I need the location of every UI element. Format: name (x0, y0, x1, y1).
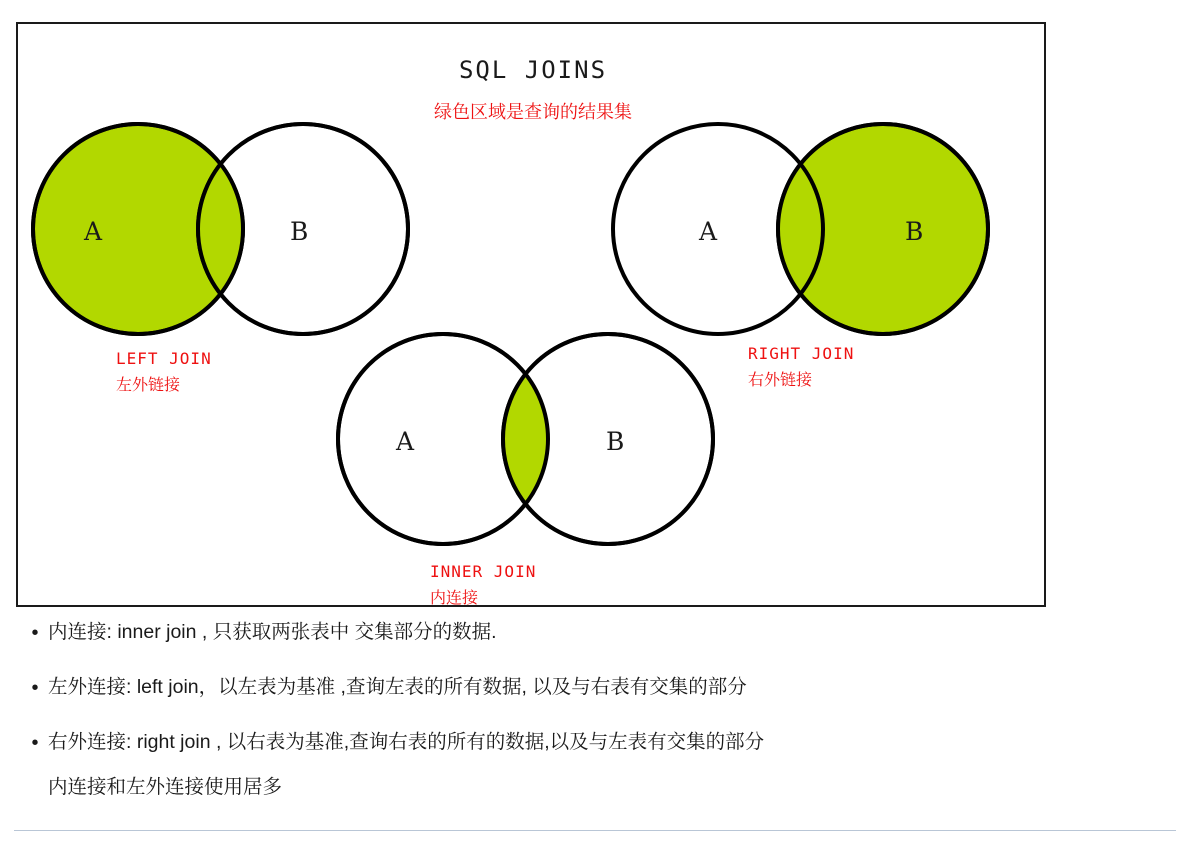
svg-text:A: A (699, 217, 718, 246)
svg-text:A: A (84, 217, 103, 246)
venn-left-join (33, 124, 408, 334)
bullet-icon: • (31, 677, 39, 699)
svg-text:B: B (290, 217, 309, 246)
bullet-icon: • (31, 622, 39, 644)
caption-inner-join-en: INNER JOIN (430, 562, 537, 581)
caption-left-join-cn: 左外链接 (116, 377, 181, 394)
footer-divider (14, 830, 1176, 831)
caption-right-join (748, 344, 854, 390)
list-item (22, 673, 1162, 702)
venn-inner-join (338, 334, 713, 544)
caption-right-join-cn: 右外链接 (748, 372, 813, 389)
note-trailing-line: 内连接和左外连接使用居多 (48, 776, 283, 798)
caption-inner-join-cn: 内连接 (430, 590, 479, 607)
caption-left-join-en: LEFT JOIN (116, 349, 212, 368)
notes-list (22, 618, 1162, 828)
sql-joins-diagram (16, 22, 1046, 607)
svg-text:A: A (396, 427, 415, 456)
caption-inner-join (430, 562, 536, 608)
list-item (22, 618, 1162, 647)
venn-right-join (613, 124, 988, 334)
caption-left-join (116, 349, 212, 395)
bullet-icon: • (31, 732, 39, 754)
note-text: 右外连接: right join , 以右表为基准,查询右表的所有的数据,以及与左表有交集的部分 (48, 731, 765, 753)
note-text: 左外连接: left join，以左表为基准 ,查询左表的所有数据, 以及与右表有交集的部分 (48, 676, 747, 698)
list-item (22, 728, 1162, 802)
svg-text:B: B (606, 427, 625, 456)
note-text: 内连接: inner join , 只获取两张表中 交集部分的数据. (48, 621, 497, 643)
diagram-subtitle: 绿色区域是查询的结果集 (434, 102, 632, 122)
note-text-group (48, 728, 764, 802)
caption-right-join-en: RIGHT JOIN (748, 344, 855, 363)
diagram-title: SQL JOINS (458, 56, 608, 84)
svg-text:B: B (905, 217, 924, 246)
